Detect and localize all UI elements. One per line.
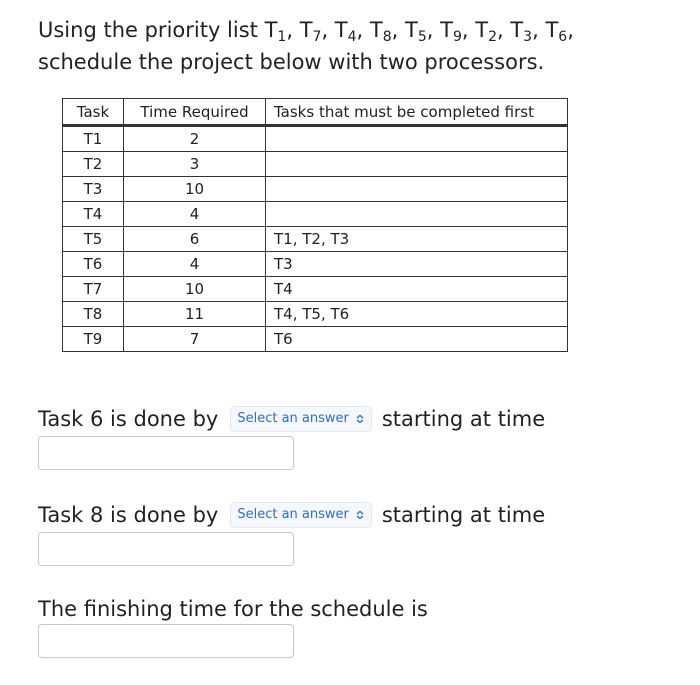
chevron-updown-icon: [355, 414, 365, 424]
q1-start-time-input[interactable]: [38, 436, 294, 470]
priority-letter: T: [475, 18, 489, 42]
q3-finishing-time-input[interactable]: [38, 624, 294, 658]
task-cell: T9: [63, 327, 124, 352]
priority-item: [405, 18, 427, 45]
prereq-cell: T3: [266, 252, 568, 277]
priority-letter: T: [545, 18, 559, 42]
priority-separator: ,: [286, 18, 300, 42]
priority-subscript: 4: [347, 29, 357, 45]
priority-separator: ,: [356, 18, 370, 42]
priority-item: [545, 18, 568, 45]
table-row: [63, 177, 568, 202]
chevron-updown-icon: [355, 510, 365, 520]
q1-suffix: starting at time: [381, 407, 546, 431]
time-cell: 10: [124, 177, 266, 202]
priority-subscript: 5: [417, 29, 427, 45]
prereq-cell: [266, 177, 568, 202]
priority-separator: ,: [567, 18, 574, 42]
time-cell: 4: [124, 202, 266, 227]
q2-suffix: starting at time: [381, 503, 546, 527]
question-task8: [38, 500, 545, 530]
table-header-row: [63, 99, 568, 126]
time-cell: 4: [124, 252, 266, 277]
q1-select-label: Select an answer: [237, 411, 349, 426]
task-cell: T6: [63, 252, 124, 277]
priority-item: [264, 18, 287, 45]
table-row: [63, 152, 568, 177]
priority-separator: ,: [391, 18, 406, 42]
prereq-cell: [266, 126, 568, 152]
priority-separator: ,: [496, 18, 511, 42]
q2-select-label: Select an answer: [237, 507, 349, 522]
task-cell: T3: [63, 177, 124, 202]
prereq-cell: T6: [266, 327, 568, 352]
priority-subscript: 9: [452, 29, 462, 45]
table-row: [63, 252, 568, 277]
priority-item: [334, 18, 357, 45]
priority-item: [510, 18, 533, 45]
prereq-cell: [266, 152, 568, 177]
priority-letter: T: [299, 18, 313, 42]
table-row: [63, 302, 568, 327]
priority-subscript: 6: [558, 29, 568, 45]
prereq-cell: T1, T2, T3: [266, 227, 568, 252]
priority-subscript: 7: [312, 29, 322, 45]
priority-item: [369, 18, 392, 45]
table-body: [63, 126, 568, 352]
prereq-cell: [266, 202, 568, 227]
task-cell: T7: [63, 277, 124, 302]
q1-processor-select[interactable]: [230, 406, 372, 432]
priority-subscript: 1: [277, 29, 287, 45]
task-table: [62, 98, 568, 352]
intro-line2: schedule the project below with two processors.: [38, 50, 545, 74]
priority-letter: T: [264, 18, 278, 42]
time-cell: 10: [124, 277, 266, 302]
table-row: [63, 227, 568, 252]
priority-separator: ,: [321, 18, 335, 42]
question-finishing-time: [38, 594, 428, 624]
table-row: [63, 327, 568, 352]
q2-processor-select[interactable]: [230, 502, 372, 528]
priority-letter: T: [334, 18, 348, 42]
question-task6: [38, 404, 545, 434]
time-cell: 11: [124, 302, 266, 327]
time-cell: 3: [124, 152, 266, 177]
table-row: [63, 126, 568, 152]
q2-start-time-input[interactable]: [38, 532, 294, 566]
priority-separator: ,: [461, 18, 476, 42]
time-cell: 7: [124, 327, 266, 352]
q3-label: The finishing time for the schedule is: [38, 597, 428, 621]
priority-item: [299, 18, 322, 45]
priority-item: [440, 18, 462, 45]
table-row: [63, 277, 568, 302]
intro-prefix: Using the priority list: [38, 18, 265, 42]
priority-subscript: 2: [488, 29, 497, 45]
priority-letter: T: [405, 18, 418, 42]
priority-separator: ,: [426, 18, 441, 42]
time-cell: 6: [124, 227, 266, 252]
header-time-required: Time Required: [124, 99, 266, 126]
table-row: [63, 202, 568, 227]
task-cell: T8: [63, 302, 124, 327]
time-cell: 2: [124, 126, 266, 152]
prereq-cell: T4: [266, 277, 568, 302]
priority-subscript: 3: [523, 29, 533, 45]
priority-letter: T: [440, 18, 453, 42]
priority-separator: ,: [532, 18, 546, 42]
priority-item: [475, 18, 497, 45]
q1-prefix: Task 6 is done by: [38, 407, 219, 431]
priority-letter: T: [369, 18, 383, 42]
prereq-cell: T4, T5, T6: [266, 302, 568, 327]
task-cell: T2: [63, 152, 124, 177]
priority-list: [264, 18, 574, 45]
q2-prefix: Task 8 is done by: [38, 503, 219, 527]
problem-statement: [38, 14, 678, 78]
task-cell: T4: [63, 202, 124, 227]
header-prerequisites: Tasks that must be completed first: [266, 99, 568, 126]
header-task: Task: [63, 99, 124, 126]
task-cell: T1: [63, 126, 124, 152]
task-cell: T5: [63, 227, 124, 252]
priority-letter: T: [510, 18, 524, 42]
priority-subscript: 8: [382, 29, 392, 45]
